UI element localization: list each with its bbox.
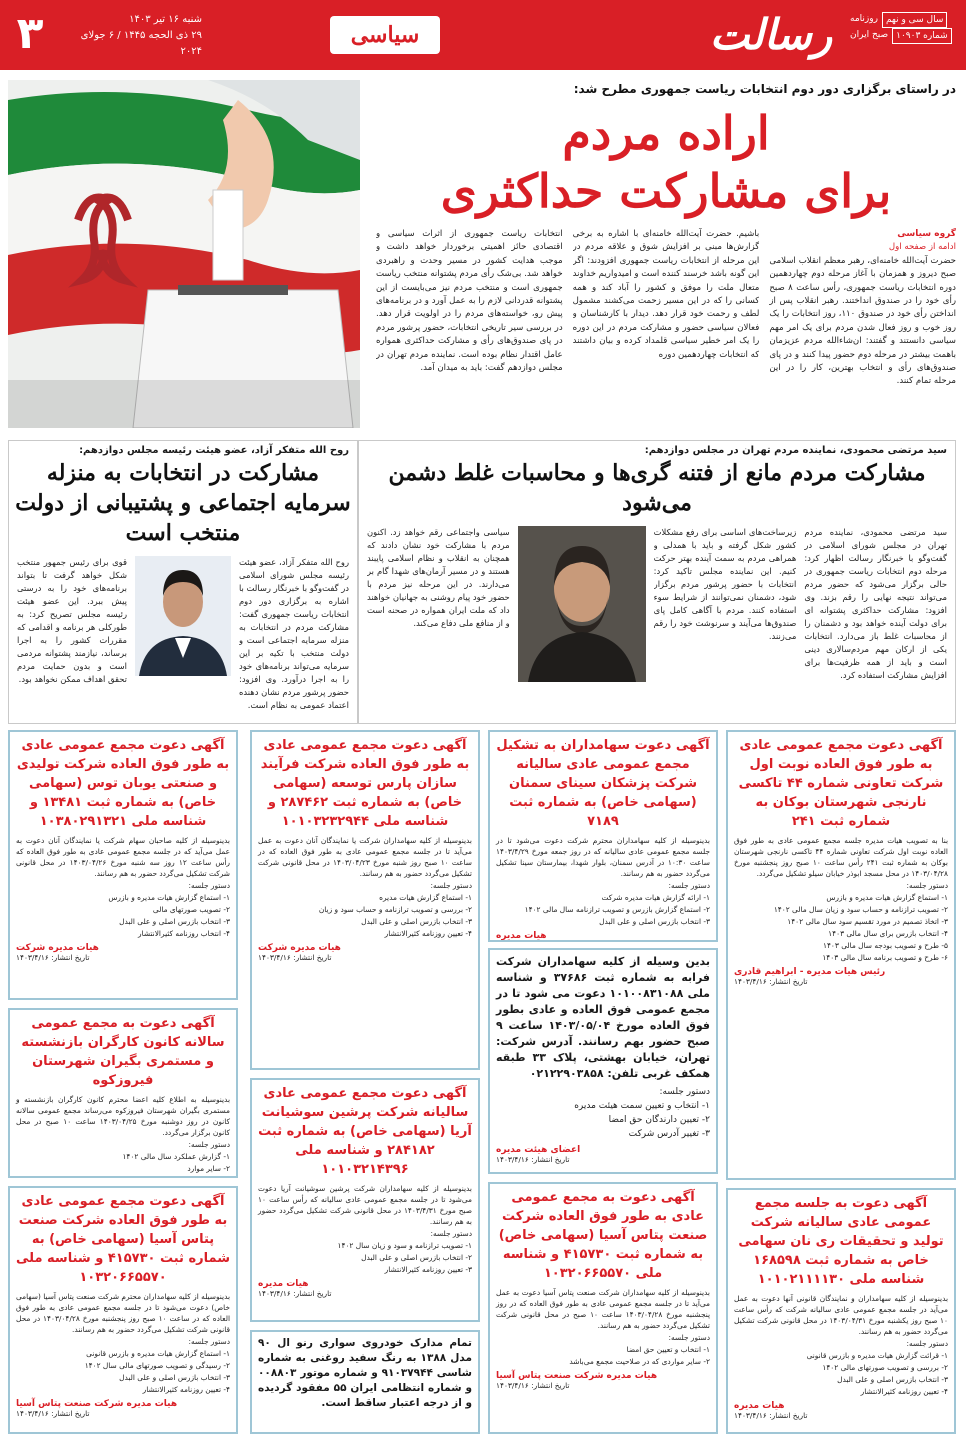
lead-photo xyxy=(8,80,360,428)
ad-taxi-cooperative xyxy=(726,730,956,1180)
paper-iran: صبح ایران xyxy=(850,30,889,40)
portrait-motafakker xyxy=(135,556,231,676)
ad-line: بنا به تصویب هیات مدیره جلسه مجمع عمومی عادی به طور فوق العاده نوبت اول شرکت تعاونی شماره ۴۴ تاکسی نارنجی شهرستان بوکان به شماره ثبت ۲۴۱ رأس ساعت ۱۰ صبح روز پنجشنبه مورخ ۱۴۰۳/۰۴/۲۸ در محل مسجد ابوذر خیابان سیلو تشکیل می‌گردد. xyxy=(734,836,948,878)
ad-line: ۲- رسیدگی و تصویب صورتهای مالی سال ۱۴۰۲ xyxy=(84,1361,230,1370)
ad-body xyxy=(258,835,472,939)
article-mahmoudi-col-3: سیاسی واجتماعی رقم خواهد زد. اکنون مردم با مشارکت خود نشان دادند که همچنان به انقلاب و نظام اسلامی پایبند هستند و در مسیر آرمان‌های شهدا گام بر می‌دارند. در این مرحله نیز مردم با حضور خود پیام روشنی به جهانیان خواهند داد که ملت ایران همواره در صحنه است و از منافع ملی دفاع می‌کند. xyxy=(366,527,510,628)
ad-signature: هیات مدیره شرکت صنعت پتاس آسیا xyxy=(496,1371,658,1381)
issue-info xyxy=(850,12,960,44)
ad-line: بدینوسیله از کلیه سهامداران محترم شرکت صنعت پتاس آسیا (سهامی خاص) دعوت می‌شود تا در جلسه مجمع عمومی عادی به طور فوق العاده که در ساعت ۱۰ صبح روز پنجشنبه مورخ ۱۴۰۳/۰۴/۲۸ در محل قانونی شرکت تشکیل می‌گردد حضور به هم رسانند. xyxy=(16,1292,231,1334)
lead-col-3: انتخابات ریاست جمهوری از اثرات سیاسی و اقتصادی حائز اهمیتی برخوردار خواهد داشت و موجب هدایت کشور در مسیر وحدت و راهبردی خواهد شد. بی‌شک رأی مردم پشتوانه منتخب ریاست جمهوری است و منتخب مردم نیز می‌بایست از این پشتوانه قدردانی لازم را به عمل آورد و در برنامه‌های پیش رو، خواسته‌های مردم را در اولویت قرار دهد. در بررسی سیر تاریخی انتخابات، حضور پرشور مردم در پای صندوق‌های رأی و مشارکت حداکثری همواره عامل اقتدار نظام بوده است. نماینده مردم تهران در مجلس دوازدهم گفت: باید به میدان آمد. xyxy=(375,229,563,374)
article-motafakker-col-1: روح الله متفکر آزاد، عضو هیئت رئیسه مجلس شورای اسلامی در گفت‌وگو با خبرنگار رسالت با اشاره به برگزاری دور دوم انتخابات ریاست جمهوری گفت: مشارکت مردم در انتخابات به منزله سرمایه اجتماعی است و دولت منتخب با تکیه بر این سرمایه می‌تواند برنامه‌های خود را به اجرا درآورد. وی افزود: حضور پرشور مردم نشان دهنده اعتماد عمومی به نظام است. xyxy=(239,557,349,710)
ad-signature: رئیس هیات مدیره - ابراهیم قادری xyxy=(734,967,886,977)
ad-line: ۴- تعیین روزنامه کثیرالانتشار xyxy=(384,929,472,938)
ad-line: دستور جلسه: xyxy=(659,1087,710,1097)
ad-body xyxy=(16,835,230,939)
lead-headline xyxy=(376,104,956,220)
date-shamsi: شنبه ۱۶ تیر ۱۴۰۳ xyxy=(129,14,202,25)
ad-line: ۲- تعیین دارندگان حق امضا xyxy=(608,1115,710,1125)
article-mahmoudi-kicker: سید مرتضی محمودی، نماینده مردم تهران در مجلس دوازدهم: xyxy=(644,445,947,456)
newspaper-logo: رسالت xyxy=(709,10,833,59)
ad-line: ۱- قرائت گزارش هیات مدیره و بازرس قانونی xyxy=(806,1351,948,1360)
ad-line: دستور جلسه: xyxy=(188,1140,230,1149)
ad-date: تاریخ انتشار: ۱۴۰۳/۴/۱۶ xyxy=(496,1381,570,1390)
ad-title: آگهی دعوت مجمع عمومی عادی به طور فوق العاده شرکت فرآیند سازان پارس توسعه (سهامی خاص) به شماره ثبت ۲۸۷۴۶۲ و شناسه ملی ۱۰۱۰۳۲۳۲۹۴۴ xyxy=(260,738,470,829)
ad-line: ۱- گزارش عملکرد سال مالی ۱۴۰۲ xyxy=(122,1152,230,1161)
ad-line: ۲- بررسی و تصویب صورتهای مالی ۱۴۰۲ xyxy=(822,1363,948,1372)
ad-line: بدینوسیله از کلیه صاحبان سهام شرکت یا نمایندگان آنان دعوت به عمل می‌آید که در جلسه مجمع عمومی عادی به طور فوق العاده که رأس ساعت ۱۲ روز سه شنبه مورخ ۱۴۰۳/۰۴/۲۶ در محل قانونی شرکت تشکیل می‌گردد حضور به هم رسانند. xyxy=(16,836,230,878)
ad-title: آگهی دعوت به مجمع عمومی سالانه کانون کارگران بازنشسته و مستمری بگیران شهرستان فیروزکوه xyxy=(21,1016,225,1088)
ad-title: آگهی دعوت مجمع عمومی عادی سالیانه شرکت پرشین سوشیانت آریا (سهامی خاص) به شماره ثبت ۲۸۴۱۸۲ و شناسه ملی ۱۰۱۰۳۲۱۴۳۹۶ xyxy=(258,1086,472,1177)
ad-line: ۱- استماع گزارش هیات مدیره xyxy=(379,893,472,902)
man-portrait-icon xyxy=(518,526,646,682)
ad-date: تاریخ انتشار: ۱۴۰۳/۴/۱۶ xyxy=(496,1155,570,1164)
lead-byline: گروه سیاسی xyxy=(897,229,956,239)
ad-line: ۱- انتخاب و تعیین حق امضا xyxy=(626,1345,710,1354)
section-label: سیاسی xyxy=(330,16,440,54)
ad-line: دستور جلسه: xyxy=(188,1337,230,1346)
ad-signature: هیات مدیره xyxy=(496,931,547,941)
ad-line: ۱- ارائه گزارش هیات مدیره شرکت xyxy=(601,893,710,902)
issue-number: شماره ۱۰۹۰۳ xyxy=(892,28,952,44)
ad-line: بدینوسیله به اطلاع کلیه اعضا محترم کانون کارگران بازنشسته و مستمری بگیران شهرستان فیروزکوه می‌رساند مجمع عمومی سالانه کانون در روز دوشنبه مورخ ۱۴۰۳/۰۴/۲۵ ساعت ۱۰ صبح در محل کانون برگزار می‌گردد. xyxy=(16,1095,231,1137)
lead-continued: ادامه از صفحه اول xyxy=(888,242,956,253)
ad-potas-asia-1 xyxy=(488,1182,718,1434)
ad-line: بدینوسیله از کلیه سهامداران و نمایندگان قانونی آنها دعوت به عمل می‌آید در جلسه مجمع عمومی عادی سالیانه شرکت که رأس ساعت ۱۰ صبح روز یکشنبه مورخ ۱۴۰۳/۰۴/۳۱ در محل قانونی شرکت تشکیل می‌گردد حضور به هم رسانند. xyxy=(734,1294,948,1336)
ad-line: ۳- اتخاذ تصمیم در مورد تقسیم سود سال مالی ۱۴۰۲ xyxy=(787,917,948,926)
ad-line: دستور جلسه: xyxy=(430,1229,472,1238)
lead-col-1-text: حضرت آیت‌الله خامنه‌ای، رهبر معظم انقلاب اسلامی صبح دیروز و همزمان با آغاز مرحله دوم چهاردهمین دوره انتخابات ریاست جمهوری، رأس ساعت ۸ صبح رأی خود را در صندوق انداختند. رهبر انقلاب پس از انداختن رأی خود در صندوق ۱۱۰، روز انتخابات را یک روز خوب و روز فعال شدن مردم برای یک امر مهم سیاسی دانستند و گفتند: ان‌شاءالله مردم عزیزمان باهمت بیشتر در مرحله دوم حضور پیدا کنند و در پای صندوق‌های رأی و انتخاب بهترین، کار را در این مرحله تمام کنند. xyxy=(769,255,956,387)
ad-retirees-firoozkooh xyxy=(8,1008,238,1178)
article-motafakkerazad xyxy=(8,440,358,724)
ad-title: آگهی دعوت مجمع عمومی عادی به طور فوق العاده نوبت اول شرکت تعاونی شماره ۴۴ تاکسی نارنجی شهرستان بوکان به شماره ثبت ۲۴۱ xyxy=(738,738,944,829)
ad-line: ۳- انتخاب بازرس اصلی و علی البدل xyxy=(837,1375,948,1384)
ad-line: ۳- انتخاب بازرس اصلی و علی البدل xyxy=(599,917,710,926)
ad-body xyxy=(496,1287,710,1367)
masthead xyxy=(0,0,966,70)
portrait-mahmoudi xyxy=(518,526,646,682)
ad-line: ۲- بررسی و تصویب ترازنامه و حساب سود و زیان xyxy=(318,905,472,914)
ad-persian-soshiant xyxy=(250,1078,480,1322)
lead-columns xyxy=(376,228,956,432)
article-mahmoudi-title: مشارکت مردم مانع از فتنه گری‌ها و محاسبات غلط دشمن می‌شود xyxy=(388,460,926,516)
ad-title: آگهی دعوت مجمع عمومی عادی به طور فوق العاده شرکت تولیدی و صنعتی یوبان توس (سهامی خاص) به شماره ثبت ۱۳۴۸۱ و شناسه ملی ۱۰۳۸۰۲۹۱۳۲۱ xyxy=(16,738,230,829)
ad-title: آگهی دعوت به مجمع عمومی عادی به طور فوق العاده شرکت صنعت پتاس آسیا (سهامی خاص) به شماره ثبت ۴۱۵۷۳۰ و شناسه ملی ۱۰۳۲۰۶۶۵۵۷۰ xyxy=(498,1190,708,1281)
paper-type: روزنامه xyxy=(850,14,878,24)
ad-sina-semnan xyxy=(488,730,718,942)
ad-line: ۳- تغییر آدرس شرکت xyxy=(628,1129,710,1139)
headline-line-2: برای مشارکت حداکثری xyxy=(440,164,892,218)
ad-line: ۲- انتخاب بازرس اصلی و علی البدل xyxy=(361,1253,472,1262)
ad-line: ۶- طرح و تصویب برنامه سال مالی ۱۴۰۳ xyxy=(822,953,948,962)
ad-line: ۳- تعیین روزنامه کثیرالانتشار xyxy=(384,1265,472,1274)
ad-body xyxy=(496,835,710,927)
ad-date: تاریخ انتشار: ۱۴۰۳/۴/۱۶ xyxy=(258,953,332,962)
ad-main-text: بدین وسیله از کلیه سهامداران شرکت فرابه به شماره ثبت ۳۷۶۸۶ و شناسه ملی ۱۰۱۰۰۸۳۱۰۸۸ دعوت می شود تا در مجمع عمومی فوق العاده و عادی بطور فوق العاده مورخ ۱۴۰۳/۰۵/۰۴ ساعت ۹ صبح حضور بهم رسانند. آدرس شرکت: تهران، خیابان بهشتی، پلاک ۳۳ طبقه همکف غربی تلفن: ۰۲۱۲۲۹۰۳۸۵۸ xyxy=(496,955,710,1080)
ad-line: دستور جلسه: xyxy=(188,881,230,890)
article-mahmoudi-col-1: سید مرتضی محمودی، نماینده مردم تهران در مجلس شورای اسلامی در گفت‌وگو با خبرنگار رسالت اظهار کرد: مرحله دوم انتخابات ریاست جمهوری در حالی برگزار می‌شود که حضور مردم می‌تواند نتیجه نهایی را رقم بزند. وی افزود: مشارکت حداکثری پشتوانه ای برای دولت آینده خواهد بود و دشمنان را از محاسبات غلط باز می‌دارد. انتخابات یکی از ارکان مهم مردم‌سالاری دینی است و باید از همه ظرفیت‌ها برای افزایش مشارکت استفاده کرد. xyxy=(804,527,947,680)
ad-line: دستور جلسه: xyxy=(668,881,710,890)
ad-line: ۱- تصویب ترازنامه و سود و زیان سال ۱۴۰۲ xyxy=(337,1241,472,1250)
ad-line: بدینوسیله از کلیه سهامداران شرکت صنعت پتاس آسیا دعوت به عمل می‌آید تا در جلسه مجمع عمومی عادی به طور فوق العاده که در روز پنجشنبه مورخ ۱۴۰۳/۰۴/۲۸ ساعت ۱۰ صبح در محل قانونی شرکت تشکیل می‌گردد حضور به هم رسانند. xyxy=(496,1288,710,1330)
ad-line: ۲- استماع گزارش بازرس و تصویب ترازنامه سال مالی ۱۴۰۲ xyxy=(524,905,710,914)
ad-line: ۳- انتخاب بازرس اصلی و علی البدل xyxy=(119,917,230,926)
ad-line: بدینوسیله از کلیه سهامداران شرکت یا نمایندگان آنان دعوت به عمل می‌آید تا در جلسه مجمع عمومی عادی به طور فوق العاده که در ساعت ۱۰ صبح روز شنبه مورخ ۱۴۰۳/۰۴/۲۳ در محل قانونی شرکت تشکیل می‌گردد حضور به هم رسانند. xyxy=(258,836,472,878)
ad-line: ۲- سایر موارد xyxy=(187,1164,230,1173)
ad-date: تاریخ انتشار: ۱۴۰۳/۴/۱۶ xyxy=(734,1411,808,1420)
ad-signature: هیات مدیره xyxy=(734,1401,785,1411)
ad-line: ۴- انتخاب بازرس برای سال مالی ۱۴۰۳ xyxy=(828,929,948,938)
ad-title: آگهی دعوت سهامداران به تشکیل مجمع عمومی عادی سالیانه شرکت پزشکان سینای سمنان (سهامی خاص) به شماره ثبت ۷۱۸۹ xyxy=(496,738,710,829)
ad-date: تاریخ انتشار: ۱۴۰۳/۴/۱۶ xyxy=(16,953,90,962)
man-portrait-icon xyxy=(135,556,231,676)
lead-col-1 xyxy=(769,228,956,432)
ad-farayand-sazan xyxy=(250,730,480,1070)
ad-line: ۳- انتخاب بازرس اصلی و علی البدل xyxy=(119,1373,230,1382)
ad-line: دستور جلسه: xyxy=(906,881,948,890)
ad-signature: هیات مدیره xyxy=(258,1279,309,1289)
ad-line: دستور جلسه: xyxy=(668,1333,710,1342)
article-motafakker-kicker: روح الله متفکر آزاد، عضو هیئت رئیسه مجلس دوازدهم: xyxy=(79,445,349,456)
ad-body xyxy=(16,1291,230,1395)
ad-line: ۴- تعیین روزنامه کثیرالانتشار xyxy=(142,1385,230,1394)
ad-date: تاریخ انتشار: ۱۴۰۳/۴/۱۶ xyxy=(734,977,808,986)
article-motafakker-col-2: قوی برای رئیس جمهور منتخب شکل خواهد گرفت تا بتواند برنامه‌های خود را به درستی پیش ببرد. این عضو هیئت رئیسه مجلس تصریح کرد: به طورکلی هر برنامه و اقدامی که مقررات کشور را به اجرا برساند، نیازمند پشتوانه مردمی است و بدون حمایت مردم تحقق اهداف ممکن نخواهد بود. xyxy=(17,557,127,684)
ad-line: ۲- تصویب ترازنامه و حساب سود و زیان سال مالی ۱۴۰۲ xyxy=(773,905,948,914)
ad-line: دستور جلسه: xyxy=(906,1339,948,1348)
ad-main-text: تمام مدارک خودروی سواری رنو ال ۹۰ مدل ۱۳۸۸ به رنگ سفید روغنی به شماره شاسی ۹۱۰۳۷۹۴۴ و شماره موتور ۰۰۸۸۰۳ و شماره انتظامی ایران ۵۵ مفقود گردیده و از درجه اعتبار ساقط است. xyxy=(258,1337,473,1409)
ad-line: بدینوسیله از کلیه سهامداران محترم شرکت دعوت می‌شود تا در جلسه مجمع عمومی عادی سالیانه که در روز جمعه مورخ ۱۴۰۳/۴/۲۹ ساعت ۱۰:۳۰ در آدرس سمنان، بلوار شهدا، بیمارستان سینا تشکیل می‌گردد حضور به هم رسانند. xyxy=(496,836,710,878)
ad-line: ۳- انتخاب بازرس اصلی و علی البدل xyxy=(361,917,472,926)
date-other: ۲۹ ذی الحجه ۱۴۴۵ / ۶ جولای ۲۰۲۴ xyxy=(80,30,202,57)
article-mahmoudi-col-2: زیرساخت‌های اساسی برای رفع مشکلات کشور شکل گرفته و باید با همدلی و همراهی مردم به سمت آینده بهتر حرکت کنیم. این نماینده مجلس تاکید کرد: انتخابات با حضور پرشور مردم برگزار شود، دشمنان نمی‌توانند از شرایط سوء استفاده کنند. مردم با آگاهی کامل پای صندوق‌ها می‌آیند و سرنوشت خود را رقم می‌زنند. xyxy=(653,527,797,641)
ad-signature: اعضای هیئت مدیره xyxy=(496,1145,581,1155)
ballot-flag-illustration xyxy=(8,80,360,428)
ad-date: تاریخ انتشار: ۱۴۰۳/۴/۱۶ xyxy=(258,1289,332,1298)
article-mahmoudi xyxy=(358,440,956,724)
ad-line: بدینوسیله از کلیه سهامداران شرکت پرشین سوشیانت آریا دعوت می‌شود تا در جلسه مجمع عمومی عادی سالیانه که رأس ساعت ۱۰ صبح مورخ ۱۴۰۳/۴/۳۱ در محل قانونی شرکت تشکیل می‌گردد حضور به هم رسانند. xyxy=(258,1184,472,1226)
ad-signature: هیات مدیره شرکت صنعت پتاس آسیا xyxy=(16,1399,178,1409)
ad-body xyxy=(734,1293,948,1397)
ad-line: ۱- استماع گزارش هیات مدیره و بازرس xyxy=(108,893,230,902)
page-number: ۳ xyxy=(16,8,44,59)
article-mahmoudi-columns xyxy=(359,520,955,732)
year-label: سال سی و نهم xyxy=(882,12,947,28)
article-motafakker-title: مشارکت در انتخابات به منزله سرمایه اجتماعی و پشتیبانی از دولت منتخب است xyxy=(15,460,351,546)
ad-line: ۱- انتخاب و تعیین سمت هیئت مدیره xyxy=(574,1101,710,1111)
ad-line: ۲- سایر مواردی که در صلاحیت مجمع می‌باشد xyxy=(569,1357,710,1366)
ad-title: آگهی دعوت مجمع عمومی عادی به طور فوق العاده شرکت صنعت پتاس آسیا (سهامی خاص) به شماره ثبت ۴۱۵۷۳۰ و شناسه ملی ۱۰۳۲۰۶۶۵۵۷۰ xyxy=(16,1194,230,1285)
ad-lost-documents xyxy=(250,1330,480,1434)
ad-farabeh xyxy=(488,948,718,1174)
ad-body xyxy=(258,1183,472,1275)
ad-line: ۴- انتخاب روزنامه کثیرالانتشار xyxy=(138,929,230,938)
ad-signature: هیات مدیره شرکت xyxy=(16,943,99,953)
ad-yoban-toos xyxy=(8,730,238,1000)
ad-line: ۲- تصویب صورتهای مالی xyxy=(152,905,230,914)
issue-dates xyxy=(62,12,202,60)
ad-title: آگهی دعوت به جلسه مجمع عمومی عادی سالیانه شرکت تولید و تحقیقات ری نان سهامی خاص به شماره ثبت ۱۶۸۵۹۸ شناسه ملی ۱۰۱۰۲۱۱۱۱۳۰ xyxy=(738,1196,944,1287)
ad-body xyxy=(734,835,948,963)
ad-potas-asia-2 xyxy=(8,1186,238,1434)
ad-body xyxy=(16,1094,230,1174)
headline-line-1: اراده مردم xyxy=(562,106,770,160)
ad-signature: هیات مدیره شرکت xyxy=(258,943,341,953)
ad-line: ۵- طرح و تصویب بودجه سال مالی ۱۴۰۳ xyxy=(822,941,948,950)
lead-kicker: در راستای برگزاری دور دوم انتخابات ریاست جمهوری مطرح شد: xyxy=(573,82,956,96)
ad-line: ۱- استماع گزارش هیات مدیره و بازرس قانونی xyxy=(86,1349,230,1358)
ad-body xyxy=(496,1086,710,1141)
ad-date: تاریخ انتشار: ۱۴۰۳/۴/۱۶ xyxy=(16,1409,90,1418)
ad-rey-nan xyxy=(726,1188,956,1434)
ad-line: ۱- استماع گزارش هیات مدیره و بازرس xyxy=(826,893,948,902)
ad-line: ۴- تعیین روزنامه کثیرالانتشار xyxy=(860,1387,948,1396)
ad-line: دستور جلسه: xyxy=(430,881,472,890)
lead-col-2: باشیم. حضرت آیت‌الله خامنه‌ای با اشاره به برخی گزارش‌ها مبنی بر افزایش شوق و علاقه مردم در این مرحله از انتخابات ریاست جمهوری افزودند: اگر این گونه باشد خرسند کننده است و امیدواریم خداوند متعال ملت را موفق و کشور را آباد کند و همه کسانی را که در این مسیر زحمت می‌کشند مشمول لطف و رحمت خود قرار دهد. دیدار با کارشناسان و فعالان سیاسی حضور و مشارکت مردم در این دوره را یک امر خطیر سیاسی قلمداد کرده و بیان داشتند که انتخابات چهاردهمین دوره xyxy=(572,229,760,360)
